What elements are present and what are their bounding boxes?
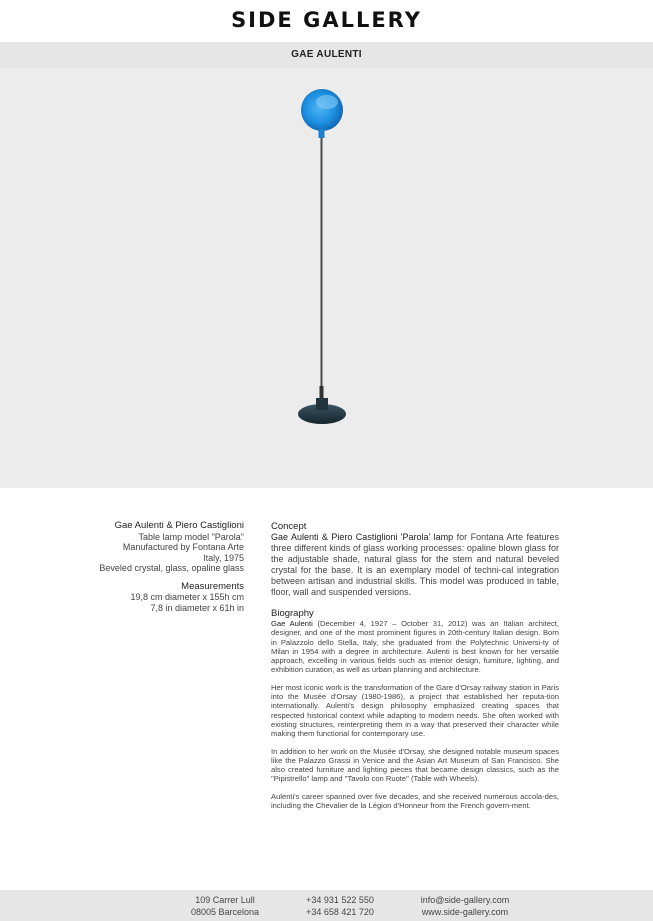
address-line-1: 109 Carrer Lull bbox=[195, 895, 255, 905]
address-line-2: 08005 Barcelona bbox=[190, 906, 260, 917]
biography-paragraph-3: In addition to her work on the Musée d'Orsay, she designed notable museum spaces like the Palazzo Grassi in Venice and the Asian Art Museum of San Francisco. She also created furniture and lighting pieces that became design classics, such as the "Pipistrello" lamp and "Tavolo con Ruote" (Table with Wheels). bbox=[271, 746, 559, 784]
concept-text bbox=[271, 532, 559, 598]
footer-contact bbox=[405, 895, 525, 918]
concept-heading: Concept bbox=[271, 521, 307, 532]
footer bbox=[0, 890, 653, 921]
footer-phones bbox=[285, 895, 395, 918]
measurement-in: 7,8 in diameter x 61h in bbox=[150, 602, 244, 613]
phone-2[interactable]: +34 658 421 720 bbox=[306, 906, 374, 917]
website-link[interactable]: www.side-gallery.com bbox=[421, 906, 509, 917]
concept-body: for Fontana Arte features three different kinds of glass working processes: opaline blown glass for the adjustable shade, natural glass for the stem and natural beveled crystal for the base. It is an exemplary model of techni-cal integration between artisan and industrial skills. This model was produced in table, floor, wall and suspended versions. bbox=[271, 532, 560, 597]
manufacturer: Manufactured by Fontana Arte bbox=[122, 542, 244, 552]
description bbox=[271, 521, 559, 810]
biography-paragraph-2: Her most iconic work is the transformation of the Gare d'Orsay railway station in Paris into the Musée d'Orsay (1980-1986), a project that established her reputa-tion internationally. Aulenti's design philosophy emphasized creating spaces that respected historical context while adapting to modern needs. She often worked with existing structures, reinterpreting them in a way that preserved their character while making them functional for contemporary use. bbox=[271, 682, 559, 739]
materials: Beveled crystal, glass, opaline glass bbox=[99, 563, 244, 573]
origin-year: Italy, 1975 bbox=[203, 552, 244, 563]
measurement-cm: 19,8 cm diameter x 155h cm bbox=[130, 592, 244, 602]
designer-name: Gae Aulenti & Piero Castiglioni bbox=[114, 520, 244, 531]
product-details bbox=[60, 521, 244, 613]
lamp-illustration bbox=[280, 86, 380, 446]
lamp-shade bbox=[301, 89, 343, 131]
biography-paragraph-4: Aulenti's career spanned over five decades, and she received numerous accola-des, including the Chevalier de la Légion d'Honneur from the French govern-ment. bbox=[271, 791, 559, 811]
model-name: Table lamp model "Parola" bbox=[138, 531, 244, 542]
biography-heading: Biography bbox=[271, 608, 314, 619]
footer-address bbox=[170, 895, 280, 918]
email-link[interactable]: info@side-gallery.com bbox=[420, 895, 510, 905]
lamp-stem bbox=[321, 138, 323, 388]
measurements-heading: Measurements bbox=[181, 580, 244, 592]
biography-paragraph-1 bbox=[271, 619, 559, 675]
gallery-logo: SIDE GALLERY bbox=[231, 8, 422, 32]
biography-lead: Gae Aulenti bbox=[271, 619, 313, 628]
product-image bbox=[0, 68, 653, 488]
biography-p1-body: (December 4, 1927 – October 31, 2012) was an Italian architect, designer, and one of the most prominent figures in 20th-century Italian design. Born in Palazzolo dello Stella, Italy, she graduated from the Polytechnic Universi-ty of Milan in 1954 with a degree in architecture. Aulenti is best known for her versatile approach, excelling in various fields such as interior design, furniture, lighting, and exhibition curation, as well as urban planning and architecture. bbox=[271, 619, 559, 675]
page-title: GAE AULENTI bbox=[0, 42, 653, 68]
phone-1[interactable]: +34 931 522 550 bbox=[306, 895, 374, 905]
concept-lead: Gae Aulenti & Piero Castiglioni 'Parola' lamp bbox=[271, 532, 454, 542]
